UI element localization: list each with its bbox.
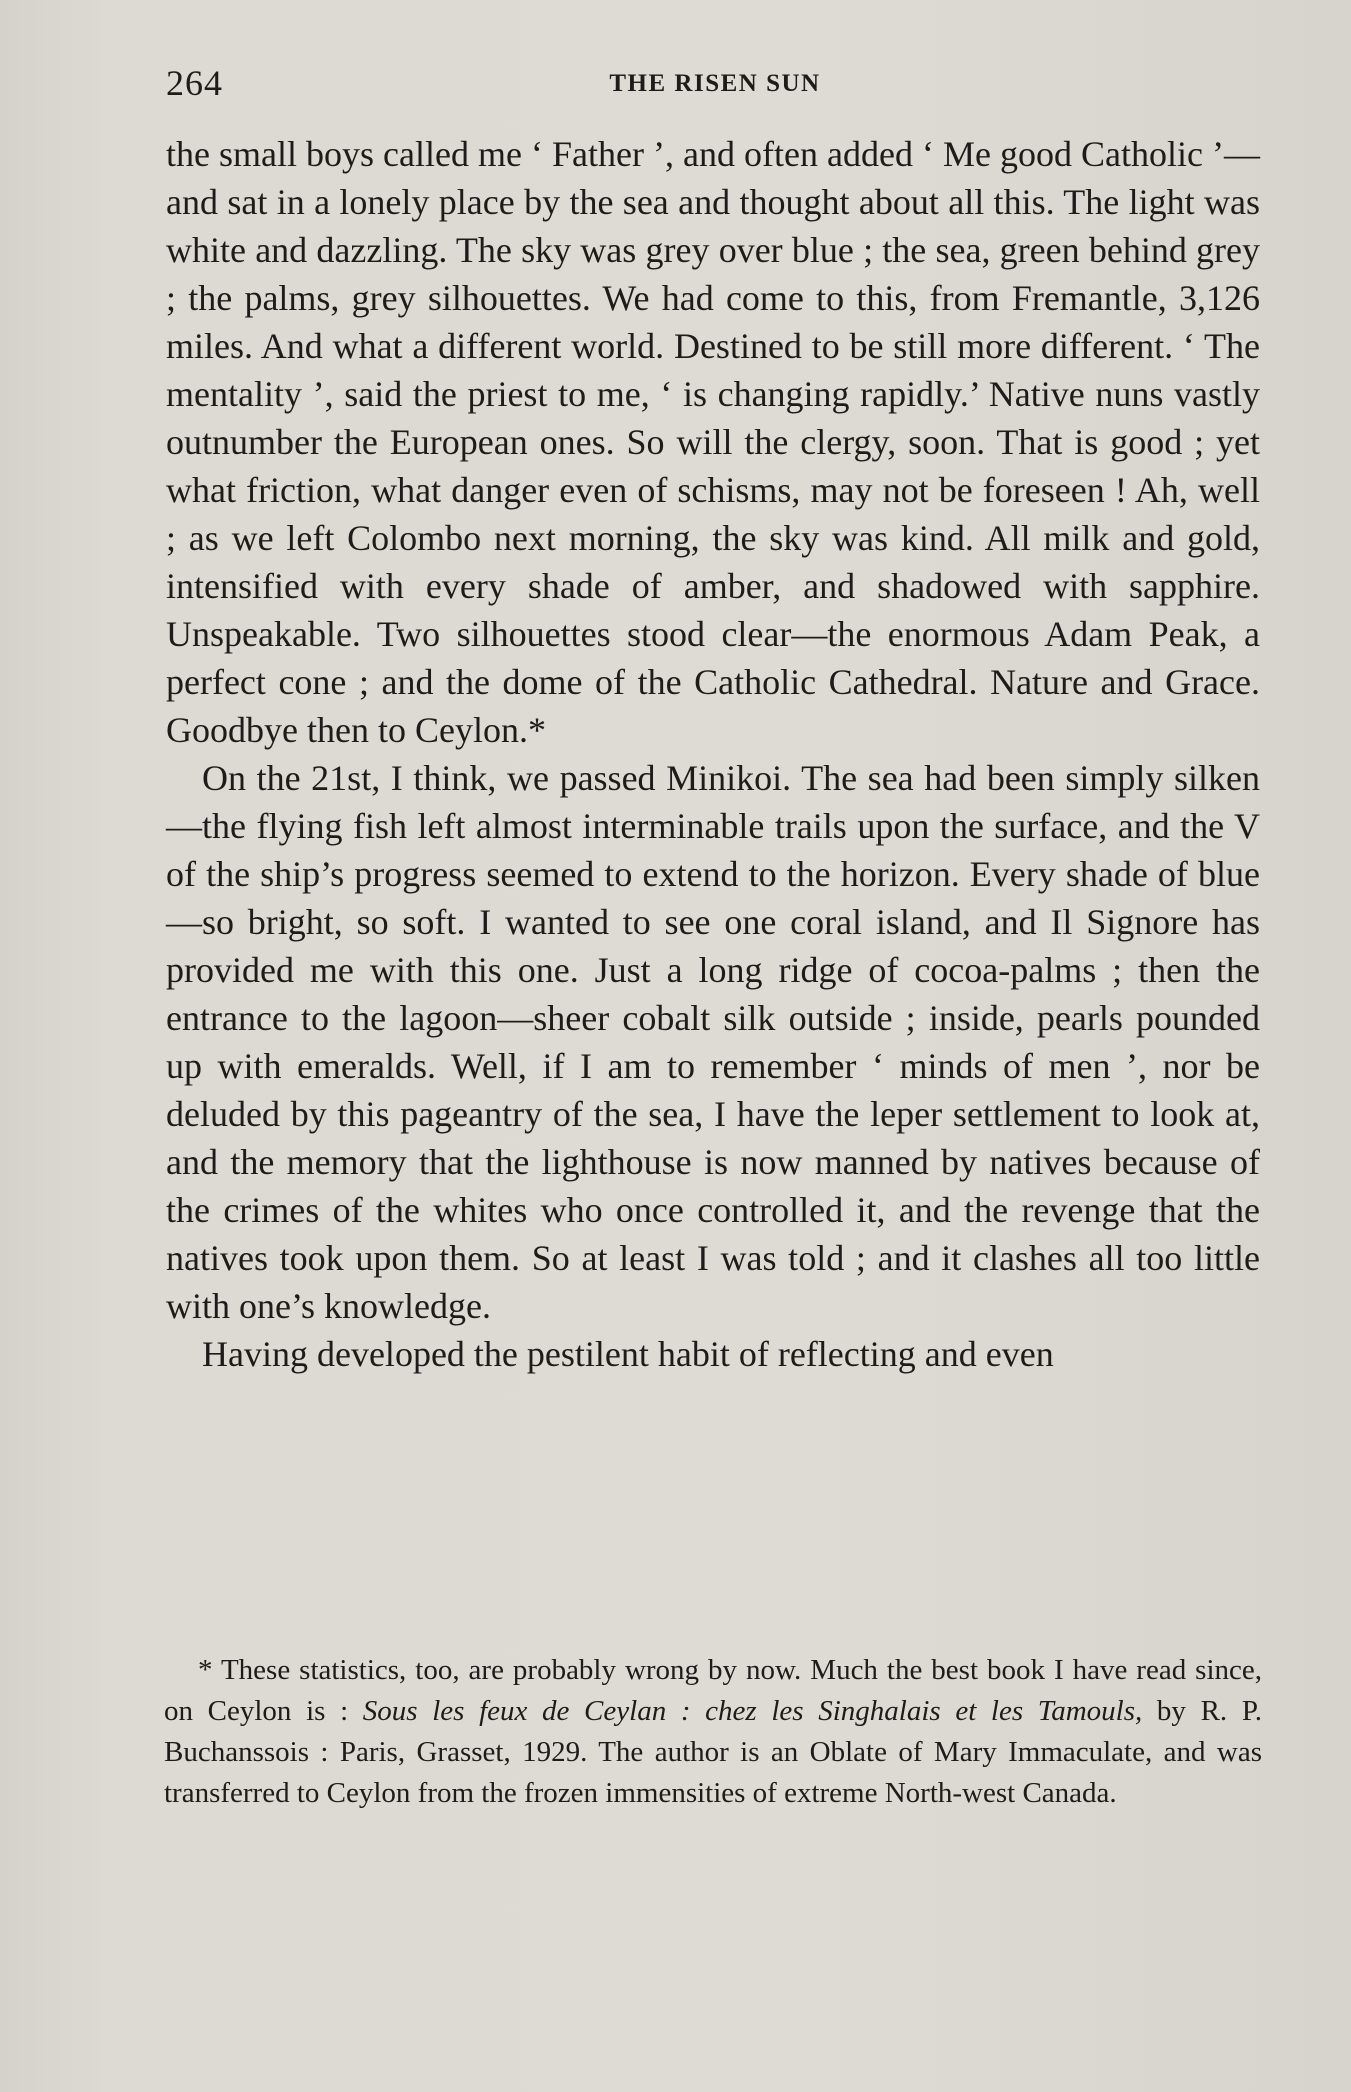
page-number: 264 bbox=[166, 63, 223, 103]
paragraph-continued: the small boys called me ‘ Father ’, and often added ‘ Me good Catholic ’—and sat in a lonely place by the sea and thought about all this. The light was white and dazzling. The sky was grey over blue ; the sea, green behind grey ; the palms, grey silhouettes. We had come to this, from Fremantle, 3,126 miles. And what a different world. Destined to be still more different. ‘ The mentality ’, said the priest to me, ‘ is changing rapidly.’ Native nuns vastly outnumber the European ones. So will the clergy, soon. That is good ; yet what friction, what danger even of schisms, may not be foreseen ! Ah, well ; as we left Colombo next morning, the sky was kind. All milk and gold, intensified with every shade of amber, and shadowed with sapphire. Unspeakable. Two silhouettes stood clear—the enormous Adam Peak, a perfect cone ; and the dome of the Catholic Cathedral. Nature and Grace. Goodbye then to Ceylon.* bbox=[166, 134, 1260, 750]
body-text bbox=[166, 130, 1260, 1378]
page-header bbox=[166, 62, 1264, 106]
paragraph-pestilent-habit: Having developed the pestilent habit of reflecting and even bbox=[202, 1334, 1054, 1374]
footnote-book-title: Sous les feux de Ceylan : chez les Singhalais et les Tamouls, bbox=[362, 1695, 1143, 1727]
footnote bbox=[164, 1650, 1262, 1814]
footnote-part-1: * These statistics, too, are probably wrong by now. Much the best book I have read since, on Ceylon is : bbox=[164, 1654, 1262, 1727]
footnote-text bbox=[164, 1650, 1262, 1814]
footnote-part-2: by R. P. Buchanssois : Paris, Grasset, 1929. The author is an Oblate of Mary Immaculate, and was transferred to Ceylon from the frozen immensities of extreme North-west Canada. bbox=[164, 1695, 1262, 1809]
paragraph-minikoi: On the 21st, I think, we passed Minikoi. The sea had been simply silken—the flying fish left almost interminable trails upon the surface, and the V of the ship’s progress seemed to extend to the horizon. Every shade of blue—so bright, so soft. I wanted to see one coral island, and Il Signore has provided me with this one. Just a long ridge of cocoa-palms ; then the entrance to the lagoon—sheer cobalt silk outside ; inside, pearls pounded up with emeralds. Well, if I am to remember ‘ minds of men ’, nor be deluded by this pageantry of the sea, I have the leper settlement to look at, and the memory that the lighthouse is now manned by natives because of the crimes of the whites who once controlled it, and the revenge that the natives took upon them. So at least I was told ; and it clashes all too little with one’s knowledge. bbox=[166, 758, 1260, 1326]
running-title: THE RISEN SUN bbox=[609, 70, 821, 97]
